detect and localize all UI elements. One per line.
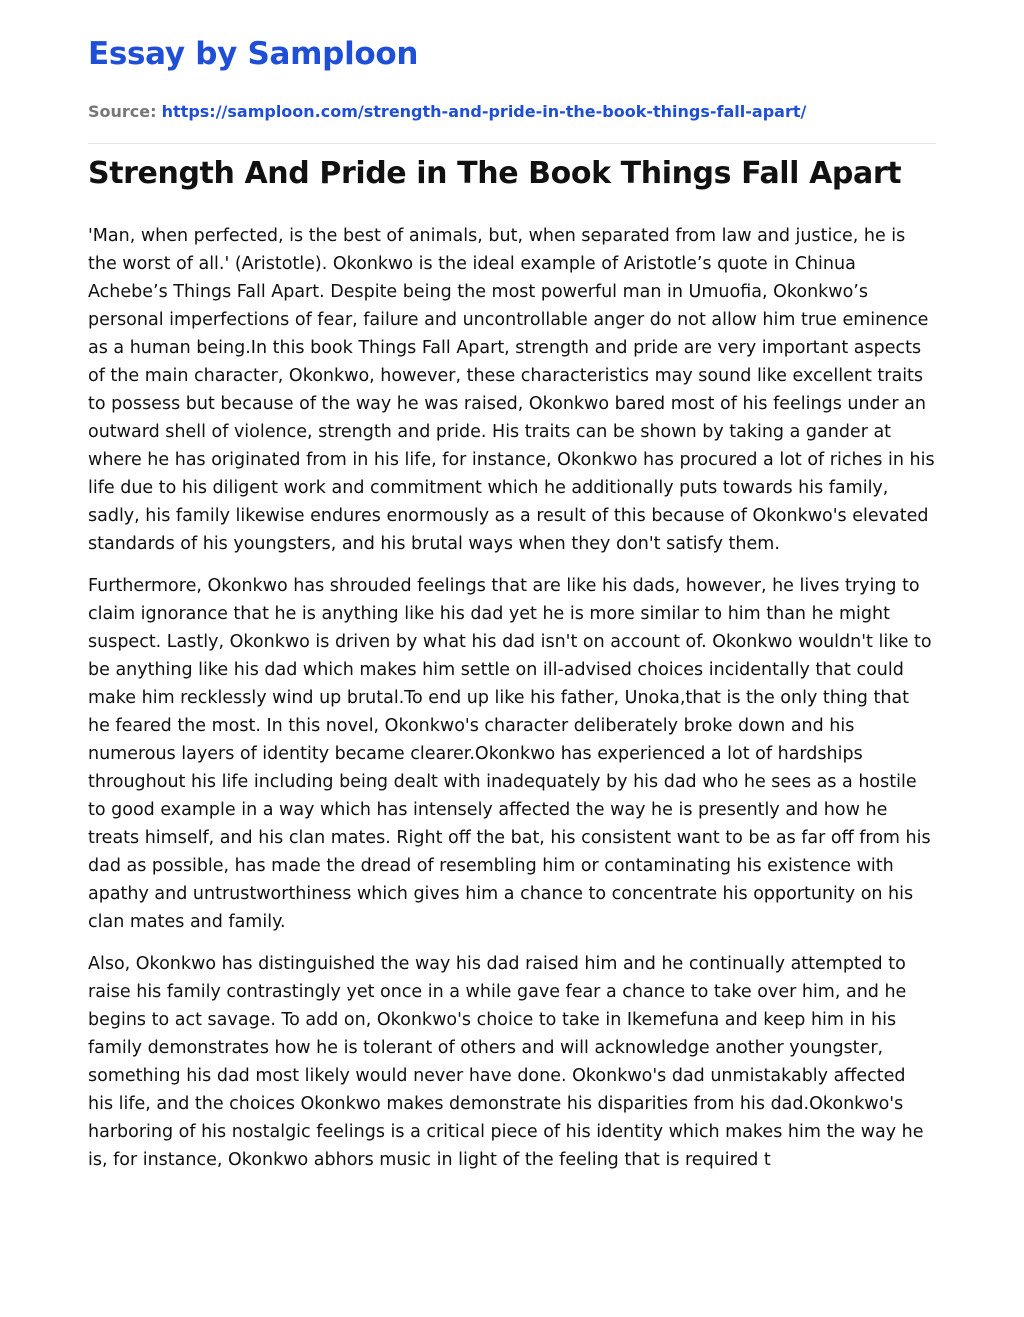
essay-paragraph: Furthermore, Okonkwo has shrouded feelings that are like his dads, however, he lives trying to claim ignorance that he is anything like his dad yet he is more similar to him than he might suspect. Lastly, Okonkwo is driven by what his dad isn't on account of. Okonkwo wouldn't like to be anything like his dad which makes him settle on ill-advised choices incidentally that could make him recklessly wind up brutal.To end up like his father, Unoka,that is the only thing that he feared the most. In this novel, Okonkwo's character deliberately broke down and his numerous layers of identity became clearer.Okonkwo has experienced a lot of hardships throughout his life including being dealt with inadequately by his dad who he sees as a hostile to good example in a way which has intensely affected the way he is presently and how he treats himself, and his clan mates. Right off the bat, his consistent want to be as far off from his dad as possible, has made the dread of resembling him or contaminating his existence with apathy and untrustworthiness which gives him a chance to concentrate his opportunity on his clan mates and family. [88, 576, 932, 932]
essay-paragraph: 'Man, when perfected, is the best of animals, but, when separated from law and justice, he is the worst of all.' (Aristotle). Okonkwo is the ideal example of Aristotle’s quote in Chinua Achebe’s Things Fall Apart. Despite being the most powerful man in Umuofia, Okonkwo’s personal imperfections of fear, failure and uncontrollable anger do not allow him true eminence as a human being.In this book Things Fall Apart, strength and pride are very important aspects of the main character, Okonkwo, however, these characteristics may sound like excellent traits to possess but because of the way he was raised, Okonkwo bared most of his feelings under an outward shell of violence, strength and pride. His traits can be shown by taking a gander at where he has originated from in his life, for instance, Okonkwo has procured a lot of riches in his life due to his diligent work and commitment which he additionally puts towards his family, sadly, his family likewise endures enormously as a result of this because of Okonkwo's elevated standards of his youngsters, and his brutal ways when they don't satisfy them. [88, 226, 935, 554]
header-divider [88, 143, 936, 144]
source-line [88, 102, 806, 121]
source-link[interactable]: https://samploon.com/strength-and-pride-in-the-book-things-fall-apart/ [161, 102, 807, 121]
essay-title: Strength And Pride in The Book Things Fall Apart [88, 156, 902, 191]
site-brand[interactable]: Essay by Samploon [88, 36, 419, 72]
source-label: Source: [88, 102, 157, 121]
essay-body [88, 222, 936, 1188]
essay-paragraph: Also, Okonkwo has distinguished the way his dad raised him and he continually attempted to raise his family contrastingly yet once in a while gave fear a chance to take over him, and he begins to act savage. To add on, Okonkwo's choice to take in Ikemefuna and keep him in his family demonstrates how he is tolerant of others and will acknowledge another youngster, something his dad most likely would never have done. Okonkwo's dad unmistakably affected his life, and the choices Okonkwo makes demonstrate his disparities from his dad.Okonkwo's harboring of his nostalgic feelings is a critical piece of his identity which makes him the way he is, for instance, Okonkwo abhors music in light of the feeling that is required t [88, 954, 924, 1170]
